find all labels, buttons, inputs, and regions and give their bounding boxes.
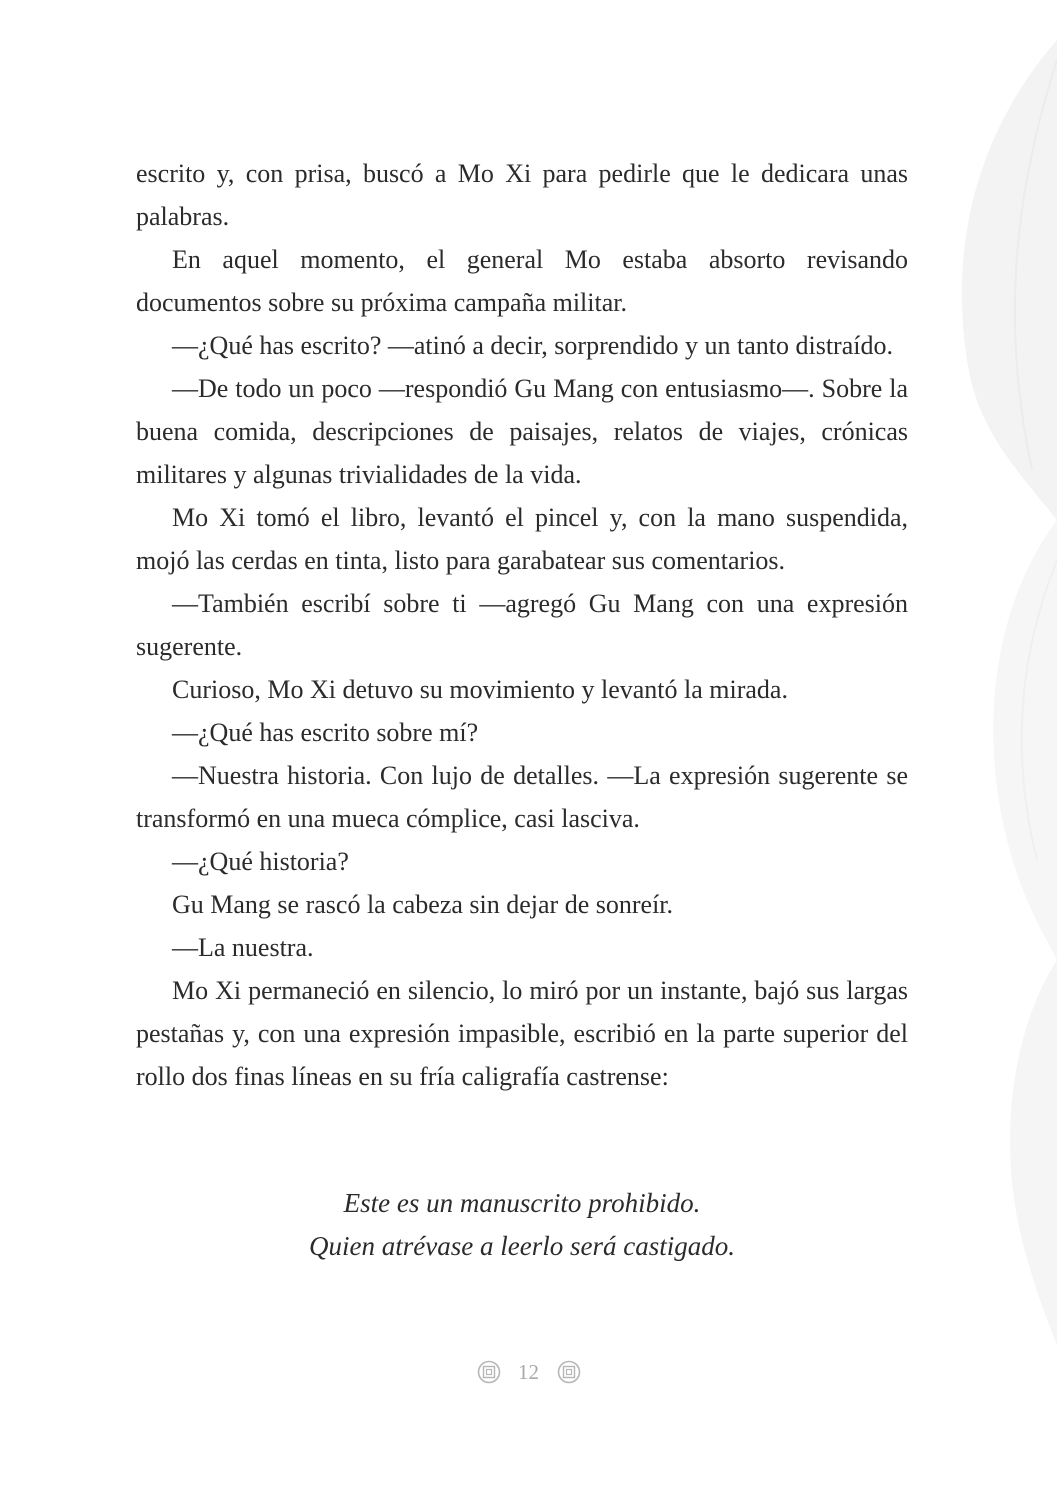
paragraph: —¿Qué has escrito? —atinó a decir, sorprendido y un tanto distraído. <box>172 331 893 360</box>
inscription-line: Quien atrévase a leerlo será castigado. <box>309 1231 735 1261</box>
page-footer <box>0 1357 1057 1387</box>
square-ornament-icon <box>557 1360 581 1384</box>
paragraph: Gu Mang se rascó la cabeza sin dejar de sonreír. <box>172 890 674 919</box>
inscription-line: Este es un manuscrito prohibido. <box>343 1188 701 1218</box>
paragraph: —¿Qué has escrito sobre mí? <box>172 718 479 747</box>
body-text <box>136 152 908 1098</box>
page-number: 12 <box>518 1359 539 1384</box>
paragraph: Mo Xi tomó el libro, levantó el pincel y, con la mano suspendida, mojó las cerdas en tinta, listo para garabatear sus comentarios. <box>136 503 908 575</box>
square-ornament-icon <box>477 1360 501 1384</box>
paragraph: —También escribí sobre ti —agregó Gu Mang con una expresión sugerente. <box>136 589 908 661</box>
paragraph: En aquel momento, el general Mo estaba absorto revisando documentos sobre su próxima campaña militar. <box>136 245 908 317</box>
paragraph: —De todo un poco —respondió Gu Mang con entusiasmo—. Sobre la buena comida, descripciones de paisajes, relatos de viajes, crónicas militares y algunas trivialidades de la vida. <box>136 374 908 489</box>
manuscript-inscription <box>136 1182 908 1268</box>
paragraph: escrito y, con prisa, buscó a Mo Xi para pedirle que le dedicara unas palabras. <box>136 159 908 231</box>
paragraph: —Nuestra historia. Con lujo de detalles. —La expresión sugerente se transformó en una mueca cómplice, casi lasciva. <box>136 761 908 833</box>
paragraph: —La nuestra. <box>172 933 314 962</box>
paragraph: —¿Qué historia? <box>172 847 349 876</box>
paragraph: Curioso, Mo Xi detuvo su movimiento y levantó la mirada. <box>172 675 788 704</box>
paragraph: Mo Xi permaneció en silencio, lo miró por un instante, bajó sus largas pestañas y, con una expresión impasible, escribió en la parte superior del rollo dos finas líneas en su fría caligrafía castrense: <box>136 976 908 1091</box>
